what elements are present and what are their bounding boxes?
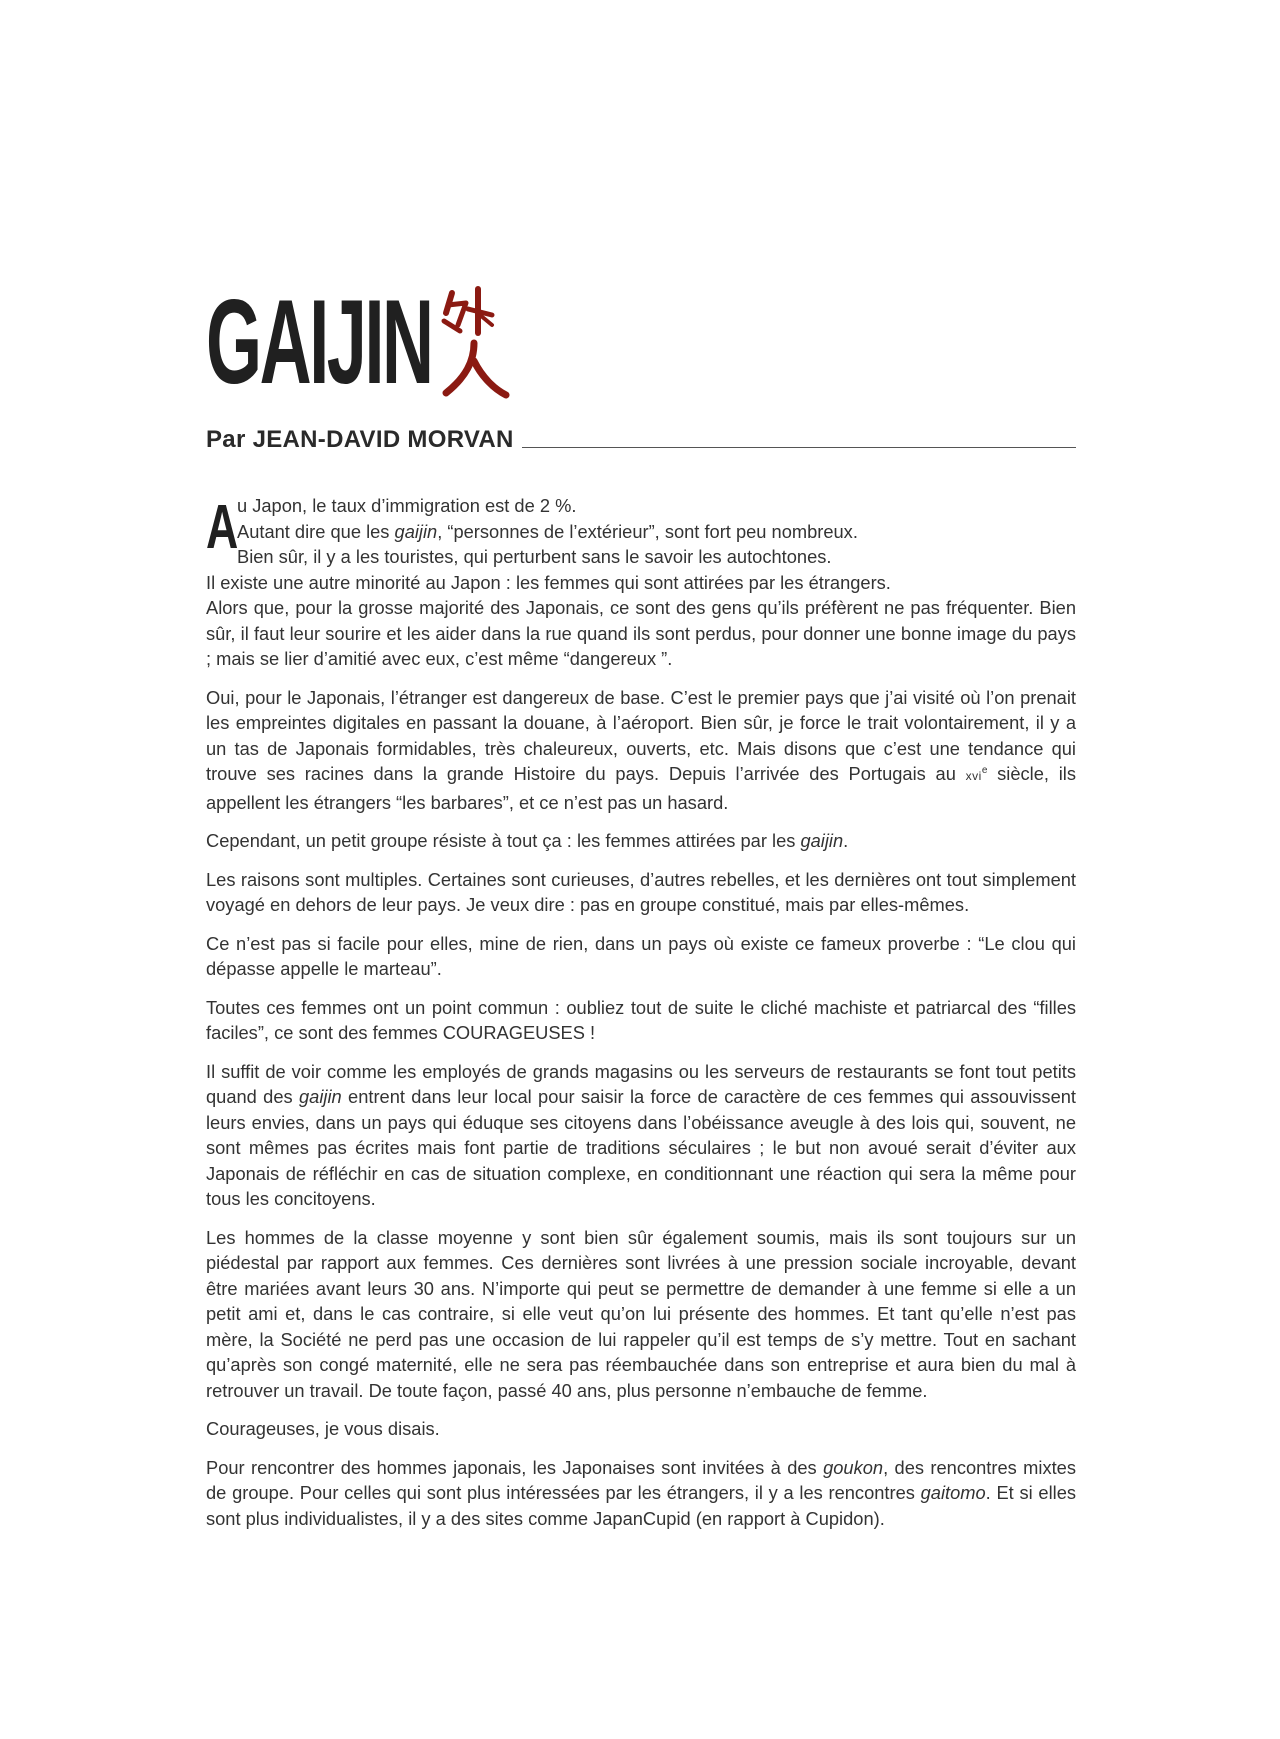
term-goukon: goukon: [823, 1456, 884, 1478]
paragraph-10-text-c: , des rencontres mixtes de groupe. Pour celles qui sont plus intéressées par les étrangers, il y a les rencontres: [206, 1456, 1076, 1503]
intro-line-2a: Autant dire que les: [237, 520, 395, 542]
paragraph-10-text-a: Pour rencontrer des hommes japonais, les Japonaises sont invitées à des: [206, 1456, 824, 1478]
intro-line-5: Alors que, pour la grosse majorité des Japonais, ce sont des gens qu’ils préfèrent ne pas fréquenter. Bien sûr, il faut leur sourire et les aider dans la rue quand ils sont perdus, pour donner une bonne image du pays ; mais se lier d’amitié avec eux, c’est même “dangereux ”.: [206, 597, 1076, 669]
intro-line-3: Bien sûr, il y a les touristes, qui perturbent sans le savoir les autochtones.: [237, 546, 832, 567]
paragraph-10: [206, 1455, 1076, 1532]
drop-cap: A: [206, 493, 239, 562]
byline-rule: [522, 447, 1076, 448]
paragraph-3-text-c: .: [843, 830, 849, 851]
intro-line-1: u Japon, le taux d’immigration est de 2 %.: [237, 495, 577, 516]
paragraph-7-text-a: Il suffit de voir comme les employés de grands magasins ou les serveurs de restaurants se font tout petits quand des: [206, 1060, 1076, 1107]
paragraph-2-text-a: Oui, pour le Japonais, l’étranger est dangereux de base. C’est le premier pays que j’ai visité où l’on prenait les empreintes digitales en passant la douane, à l’aéroport. Bien sûr, je force le trait volontairement, il y a un tas de Japonais formidables, très chaleureux, ouverts, etc. Mais disons que c’est une tendance qui trouve ses racines dans la grande Histoire du pays. Depuis l’arrivée des Portugais au: [206, 686, 1076, 784]
paragraph-8: Les hommes de la classe moyenne y sont bien sûr également soumis, mais ils sont toujours sur un piédestal par rapport aux femmes. Ces dernières sont livrées à une pression sociale incroyable, devant être mariées avant leurs 30 ans. N’importe qui peut se permettre de demander à une femme si elle a un petit ami et, dans le cas contraire, si elle veut qu’on lui présente des hommes. Et tant qu’elle n’est pas mère, la Société ne perd pas une occasion de lui rappeler qu’il est temps de s’y mettre. Tout en sachant qu’après son congé maternité, elle ne sera pas réembauchée dans son entreprise et aura bien du mal à retrouver un travail. De toute façon, passé 40 ans, plus personne n’embauche de femme.: [206, 1226, 1076, 1401]
paragraph-5: Ce n’est pas si facile pour elles, mine de rien, dans un pays où existe ce fameux proverbe : “Le clou qui dépasse appelle le marteau”.: [206, 932, 1076, 979]
paragraph-1: [206, 493, 1076, 672]
paragraph-3-text-a: Cependant, un petit groupe résiste à tout ça : les femmes attirées par les: [206, 830, 801, 851]
term-gaijin: gaijin: [394, 520, 438, 542]
title-block: [206, 275, 586, 410]
century-numeral: xvi: [965, 769, 982, 783]
term-gaijin: gaijin: [800, 830, 844, 851]
paragraph-10-text-e: . Et si elles sont plus individualistes, il y a des sites comme JapanCupid (en rapport à Cupidon).: [206, 1482, 1077, 1529]
paragraph-7-text-c: entrent dans leur local pour saisir la force de caractère de ces femmes qui assouvissent leurs envies, dans un pays qui éduque ses citoyens dans l’obéissance aveugle à des lois qui, souvent, ne sont mêmes pas écrites mais font partie de traditions séculaires ; le but non avoué serait d’éviter aux Japonais de réfléchir en cas de situation complexe, en conditionnant une réaction qui sera la même pour tous les concitoyens.: [206, 1086, 1076, 1209]
paragraph-7: [206, 1059, 1076, 1212]
paragraph-3: [206, 828, 1076, 854]
intro-line-2c: , “personnes de l’extérieur”, sont fort peu nombreux.: [437, 520, 858, 542]
paragraph-9: Courageuses, je vous disais.: [206, 1418, 440, 1439]
byline: Par JEAN-DAVID MORVAN: [206, 426, 514, 453]
century-suffix: e: [981, 764, 988, 776]
article-body: [206, 493, 1076, 1544]
paragraph-4: Les raisons sont multiples. Certaines sont curieuses, d’autres rebelles, et les dernières ont tout simplement voyagé en dehors de leur pays. Je veux dire : pas en groupe constitué, mais par elles-mêmes.: [206, 868, 1076, 915]
page-title: GAIJIN: [206, 275, 432, 409]
paragraph-6: Toutes ces femmes ont un point commun : oubliez tout de suite le cliché machiste et patriarcal des “filles faciles”, ce sont des femmes COURAGEUSES !: [206, 996, 1076, 1043]
kanji-logo-icon: [440, 285, 510, 400]
paragraph-2-text-b: siècle, ils appellent les étrangers “les barbares”, et ce n’est pas un hasard.: [206, 763, 1076, 813]
intro-line-4: Il existe une autre minorité au Japon : les femmes qui sont attirées par les étrangers.: [206, 571, 891, 593]
paragraph-2: [206, 685, 1076, 816]
term-gaitomo: gaitomo: [920, 1482, 986, 1503]
term-gaijin: gaijin: [299, 1086, 342, 1107]
